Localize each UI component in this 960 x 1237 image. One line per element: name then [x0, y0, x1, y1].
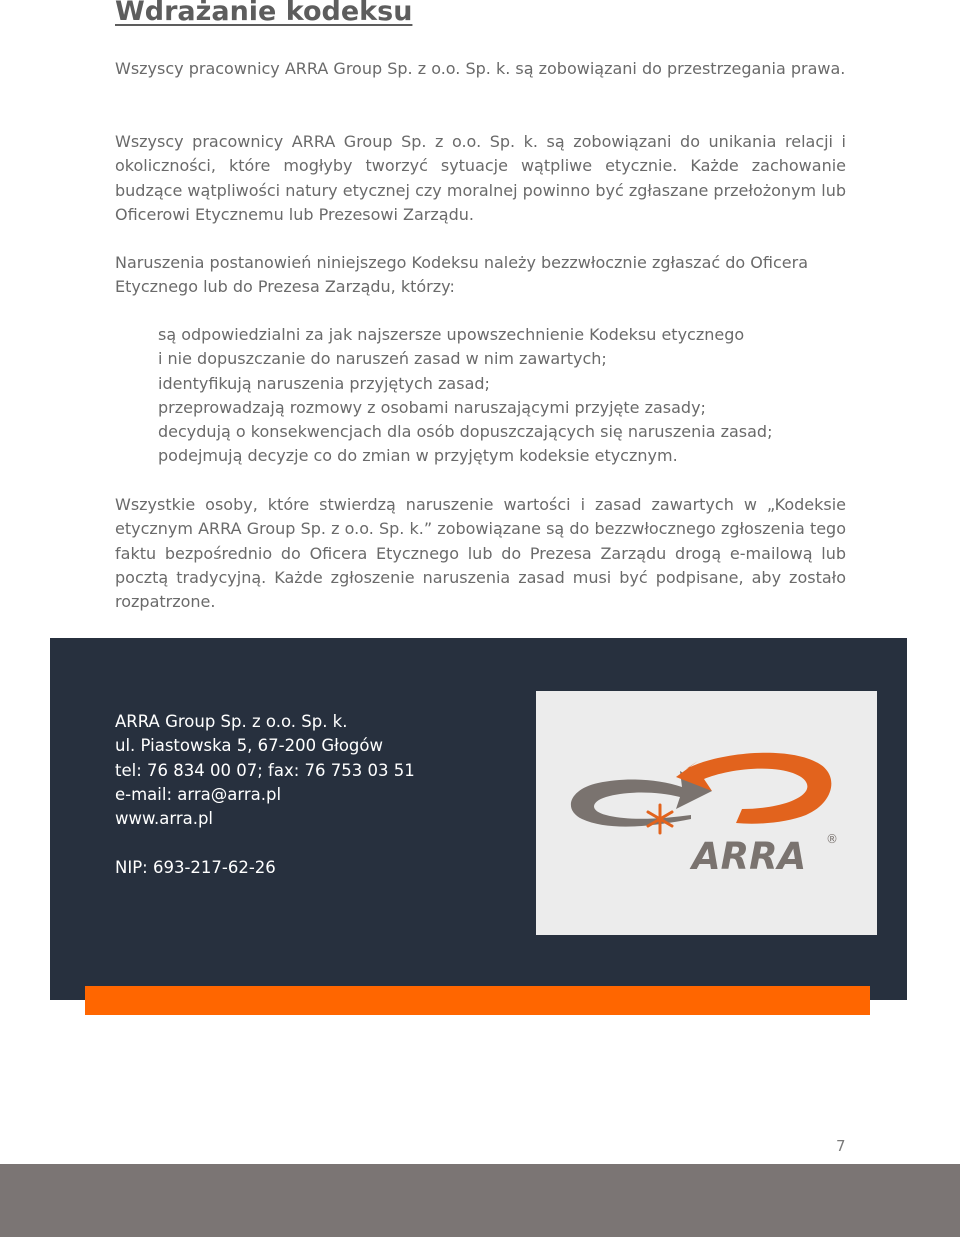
company-name: ARRA Group Sp. z o.o. Sp. k. — [115, 712, 348, 731]
list-item: przeprowadzają rozmowy z osobami naruszającymi przyjęte zasady; — [158, 397, 706, 417]
company-website[interactable]: www.arra.pl — [115, 809, 214, 829]
arra-logo-graphic — [536, 691, 877, 935]
company-nip: NIP: 693-217-62-26 — [115, 857, 276, 877]
paragraph-ethical-situations: Wszyscy pracownicy ARRA Group Sp. z o.o. Sp. k. są zobowiązani do unikania relacji i okoliczności, które mogłyby tworzyć sytuacje wątpliwe etycznie. Każde zachowanie budzące wątpliwości natury etycznej czy moralnej powinno być zgłaszane przełożonym lub Oficerowi Etycznemu lub Prezesowi Zarządu. — [115, 132, 846, 224]
list-item: decydują o konsekwencjach dla osób dopuszczających się naruszenia zasad; — [158, 422, 773, 442]
page-title: Wdrażanie kodeksu — [115, 0, 413, 27]
duties-list — [158, 323, 858, 469]
bottom-band — [0, 1164, 960, 1237]
list-item: identyfikują naruszenia przyjętych zasad; — [158, 373, 490, 393]
list-item: i nie dopuszczanie do naruszeń zasad w nim zawartych; — [158, 349, 607, 369]
accent-bar — [85, 986, 870, 1015]
company-email[interactable]: e-mail: arra@arra.pl — [115, 784, 282, 804]
registered-mark: ® — [826, 832, 838, 846]
list-item: podejmują decyzje co do zmian w przyjętym kodeksie etycznym. — [158, 446, 678, 466]
arra-logo — [536, 691, 877, 935]
spacer — [115, 831, 515, 855]
logo-wordmark: ARRA — [692, 835, 807, 878]
company-address: ul. Piastowska 5, 67-200 Głogów — [115, 736, 383, 756]
page-number: 7 — [836, 1137, 846, 1155]
paragraph-reporting-intro: Naruszenia postanowień niniejszego Kodeksu należy bezzwłocznie zgłaszać do Oficera Etycznego lub do Prezesa Zarządu, którzy: — [115, 253, 808, 297]
list-item: są odpowiedzialni za jak najszersze upowszechnienie Kodeksu etycznego — [158, 325, 745, 344]
company-phone: tel: 76 834 00 07; fax: 76 753 03 51 — [115, 760, 415, 780]
paragraph-legal-compliance: Wszyscy pracownicy ARRA Group Sp. z o.o. Sp. k. są zobowiązani do przestrzegania prawa. — [115, 59, 846, 78]
paragraph-reporting-procedure: Wszystkie osoby, które stwierdzą naruszenie wartości i zasad zawartych w „Kodeksie etycznym ARRA Group Sp. z o.o. Sp. k.” zobowiązane są do bezzwłocznego zgłoszenia tego faktu bezpośrednio do Oficera Etycznego lub do Prezesa Zarządu drogą e-mailową lub pocztą tradycyjną. Każde zgłoszenie naruszenia zasad musi być podpisane, aby zostało rozpatrzone. — [115, 495, 846, 612]
contact-details — [115, 710, 515, 880]
